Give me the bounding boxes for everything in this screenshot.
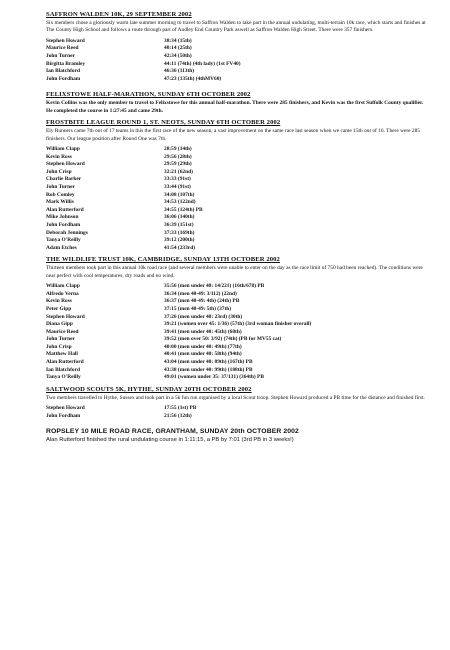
table-row [46,161,203,169]
table-row [46,351,311,359]
runner-name: Diana Gipp [46,321,73,328]
runner-name: Matthew Hall [46,351,78,358]
runner-result: 34:08 (107th) [164,191,195,198]
table-row [46,61,241,69]
runner-result: 34:53 (122nd) [164,199,196,206]
table-row [46,68,241,76]
runner-result: 39:21 (women over 45: 1/36) (57th) (3rd woman finisher overall) [164,321,312,328]
runner-name: Stephen Howard [46,161,85,168]
runner-name: Mike Johnson [46,214,79,221]
runner-name: Kevin Ross [46,153,72,160]
table-row [46,413,196,421]
runner-result: 29:59 (29th) [164,161,192,168]
runner-result: 49:01 (women under 35: 37/131) (364th) PB [164,374,264,381]
runner-result: 28:59 (14th) [164,146,192,152]
runner-result: 40:00 (men under 40: 49th) (77th) [164,343,242,350]
runner-result: 37:15 (men 40-49: 5th) (37th) [164,305,232,312]
table-row [46,298,311,306]
race-report-wildlife-trust [46,255,426,382]
runner-result: 17:55 (1st) PB [164,405,197,412]
runner-name: Ian Blatchford [46,366,80,373]
runner-name: Kevin Ross [46,298,72,305]
runner-name: Stephen Howard [46,37,85,44]
runner-name: Stephen Howard [46,313,85,320]
results-table [46,405,196,420]
runner-result: 33:44 (91st) [164,183,191,190]
table-row [46,222,203,230]
runner-result: 44:11 (74th) (4th lady) (1st FV40) [164,60,241,67]
runner-result: 37:33 (169th) [164,229,195,236]
runner-name: Charlie Barker [46,176,82,183]
section-heading: FELIXSTOWE HALF-MARATHON, SUNDAY 6TH OCTOBER 2002 [46,91,251,99]
runner-result: 36:06 (140th) [164,214,195,221]
table-row [46,184,203,192]
runner-name: John Fordham [46,412,81,419]
table-row [46,374,311,382]
runner-name: Peter Gipp [46,305,72,312]
race-report-ropsley [46,427,426,445]
section-text: Ely Runners came 7th out of 17 teams in this the first race of the new season, a vast improvement on the same race last season when we came 15th out of 16. There were 285 finishers. Our league position after Round One was 7th. [46,128,420,142]
table-row [46,76,241,84]
section-heading: SAFFRON WALDEN 10K, 29 SEPTEMBER 2002 [46,11,192,18]
section-heading: FROSTBITE LEAGUE ROUND 1, ST. NEOTS, SUNDAY 6TH OCTOBER 2002 [46,119,281,127]
runner-name: Maurice Reed [46,45,79,52]
results-table [46,283,311,382]
runner-result: 35:56 (men under 40: 14/221) (16th/678) PB [164,283,265,290]
table-row [46,53,241,61]
runner-result: 39:52 (men over 50: 3/92) (74th) (PB for MV55 cat) [164,336,282,343]
race-report-saffron-walden [46,10,426,83]
section-text: Kevin Collins was the only member to travel to Felixstowe for this annual half-marathon. There were 285 finishers, and Kevin was the first Suffolk County qualifier. He completed the course in 1:27:45 and came 29th. [46,100,424,114]
runner-name: Stephen Howard [46,405,85,412]
runner-result: 36:39 (151st) [164,221,194,228]
table-row [46,321,311,329]
runner-result: 29:56 (28th) [164,153,192,160]
table-row [46,306,311,314]
table-row [46,38,241,46]
runner-result: 40:41 (men under 40: 58th) (94th) [164,351,242,358]
runner-result: 32:21 (62nd) [164,168,193,175]
table-row [46,359,311,367]
table-row [46,336,311,344]
results-table [46,146,203,252]
newsletter-page [46,10,426,448]
section-heading: ROPSLEY 10 MILE ROAD RACE, GRANTHAM, SUNDAY 20th OCTOBER 2002 [46,428,299,436]
runner-name: Birgitta Bramley [46,60,86,67]
runner-result: 34:55 (124th) PB [164,206,203,213]
runner-name: Tanya O'Reilly [46,237,81,244]
runner-name: Tanya O'Reilly [46,374,81,381]
section-text: Two members travelled to Hythe, Sussex and took part in a 5k fun run organised by a local Scout troop. Stephen Howard produced a PB time for the distance and finished first. [46,394,425,401]
runner-result: 39:12 (200th) [164,237,195,244]
table-row [46,176,203,184]
results-table [46,38,241,84]
runner-result: 36:37 (men 40-49: 4th) (24th) PB [164,298,240,305]
runner-result: 36:34 (men 40-49: 3/112) (22nd) [164,290,237,297]
runner-result: 37:26 (men under 40: 23rd) (30th) [164,313,243,320]
runner-name: Rob Comley [46,191,75,198]
runner-result: 40:14 (25th) [164,45,192,52]
table-row [46,237,203,245]
runner-result: 42:34 (50th) [164,53,192,59]
runner-result: 43:38 (men under 40: 99th) (188th) PB [164,366,253,373]
runner-result: 47:23 (135th) (4thMV60) [164,75,222,82]
runner-name: John Fordham [46,75,81,82]
section-text: Thirteen members took part in this annual 10k road race (and several members were unable to enter on the day as the race limit of 750 had been reached). The conditions were near perfect with cool temperatures, dry roads and no wind. [46,265,423,279]
section-text: Alan Rutterford finished the rural undulating course in 1:11:15, a PB by 7:01 (3rd PB in 3 weeks!) [46,437,294,444]
table-row [46,146,203,154]
runner-name: John Crisp [46,168,72,175]
table-row [46,230,203,238]
table-row [46,45,241,53]
race-report-frostbite-league [46,118,426,252]
table-row [46,245,203,253]
runner-name: Alan Rutterford [46,206,84,213]
runner-result: 43:04 (men under 40: 89th) (167th) PB [164,359,253,366]
runner-result: 38:34 (15th) [164,37,192,44]
table-row [46,314,311,322]
runner-name: John Crisp [46,343,72,350]
runner-name: John Turner [46,183,75,190]
runner-result: 39:41 (men under 40: 45th) (68th) [164,328,242,335]
runner-name: John Fordham [46,221,81,228]
race-report-saltwood-scouts [46,385,426,421]
runner-result: 41:54 (233rd) [164,244,195,251]
table-row [46,283,311,291]
race-report-felixstowe [46,90,426,115]
runner-name: Deborah Jennings [46,229,88,236]
section-text: Six members chose a gloriously warm late summer morning to travel to Saffron Walden to take part in the annual undulating, multi-terrain 10k race, which starts and finishes at The County High School and follows a route through part of Audley End Country Park aswell as Saffron Walden High Street. There were 357 finishers. [46,20,426,34]
section-heading: SALTWOOD SCOUTS 5K, HYTHE, SUNDAY 20TH OCTOBER 2002 [46,385,252,393]
runner-name: Alfredo Verna [46,290,79,297]
runner-name: Mark Willis [46,199,74,206]
runner-result: 33:33 (91st) [164,176,191,183]
runner-name: Maurice Reed [46,328,79,335]
runner-name: Alan Rutterford [46,359,84,366]
runner-name: John Turner [46,336,75,343]
runner-name: William Clapp [46,283,80,290]
table-row [46,199,203,207]
runner-name: William Clapp [46,146,80,152]
table-row [46,405,196,413]
runner-name: Ian Blatchford [46,68,80,75]
runner-name: John Turner [46,53,75,59]
section-heading: THE WILDLIFE TRUST 10K, CAMBRIDGE, SUNDAY 13TH OCTOBER 2002 [46,256,280,264]
table-row [46,214,203,222]
runner-result: 46:36 (113th) [164,68,195,75]
runner-name: Adam Etches [46,244,77,251]
runner-result: 21:56 (12th) [164,412,192,419]
